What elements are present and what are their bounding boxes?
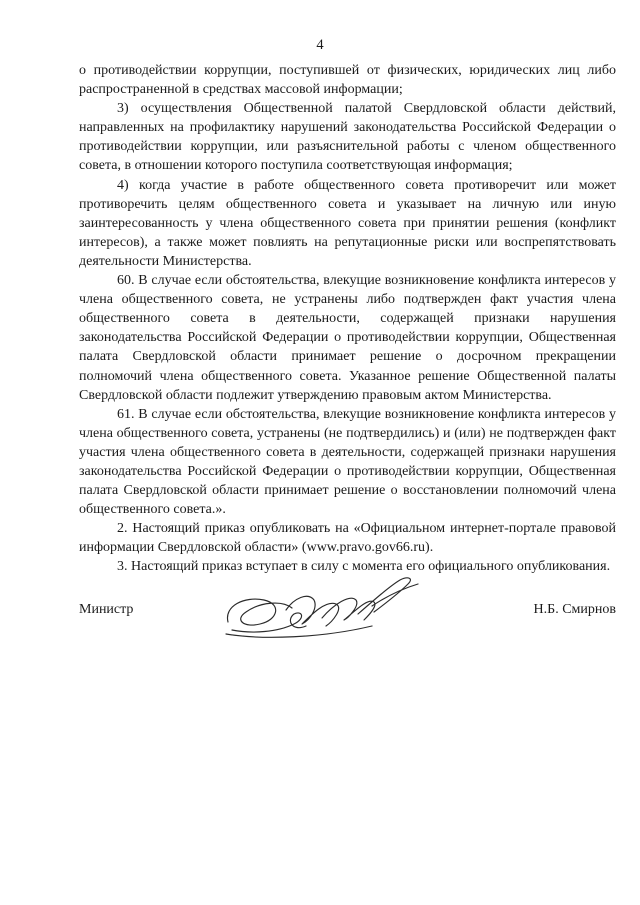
- document-body: [79, 61, 616, 577]
- paragraph-point-2: 2. Настоящий приказ опубликовать на «Официальном интернет-портале правовой информации Свердловской области» (www.pravo.gov66.ru).: [79, 521, 616, 556]
- signatory-title: Министр: [79, 602, 134, 617]
- paragraph-item-4: 4) когда участие в работе общественного совета противоречит или может противоречить целям общественного совета и указывает на личную или иную заинтересованность у члена общественного совета при принятии решения (конфликт интересов), а также может повлиять на репутационные риски или воспрепятствовать деятельности Министерства.: [79, 177, 616, 269]
- paragraph-point-3: 3. Настоящий приказ вступает в силу с момента его официального опубликования.: [117, 559, 611, 575]
- paragraph-item-3: 3) осуществления Общественной палатой Свердловской области действий, направленных на профилактику нарушений законодательства Российской Федерации о противодействии коррупции, или разъяснительной работы с членом общественного совета, в отношении которого поступила соответствующая информация;: [79, 101, 616, 174]
- page-number: 4: [316, 37, 324, 53]
- handwritten-signature: [222, 570, 422, 642]
- paragraph-clause-61: 61. В случае если обстоятельства, влекущие возникновение конфликта интересов у члена общественного совета, устранены (не подтвердились) и (или) не подтвержден факт участия члена общественного совета в деятельности, содержащей признаки нарушения законодательства Российской Федерации о противодействии коррупции, Общественная палата Свердловской области принимает решение о восстановлении полномочий члена общественного совета.».: [79, 406, 616, 518]
- paragraph-clause-60: 60. В случае если обстоятельства, влекущие возникновение конфликта интересов у члена общественного совета, не устранены либо подтвержден факт участия члена общественного совета в деятельности, содержащей признаки нарушения законодательства Российской Федерации о противодействии коррупции, Общественная палата Свердловской области принимает решение о досрочном прекращении полномочий члена общественного совета. Указанное решение Общественной палаты Свердловской области подлежит утверждению правовым актом Министерства.: [79, 273, 616, 403]
- paragraph-continuation: о противодействии коррупции, поступившей от физических, юридических лиц либо распространенной в средствах массовой информации;: [79, 63, 616, 98]
- signatory-name: Н.Б. Смирнов: [533, 602, 616, 617]
